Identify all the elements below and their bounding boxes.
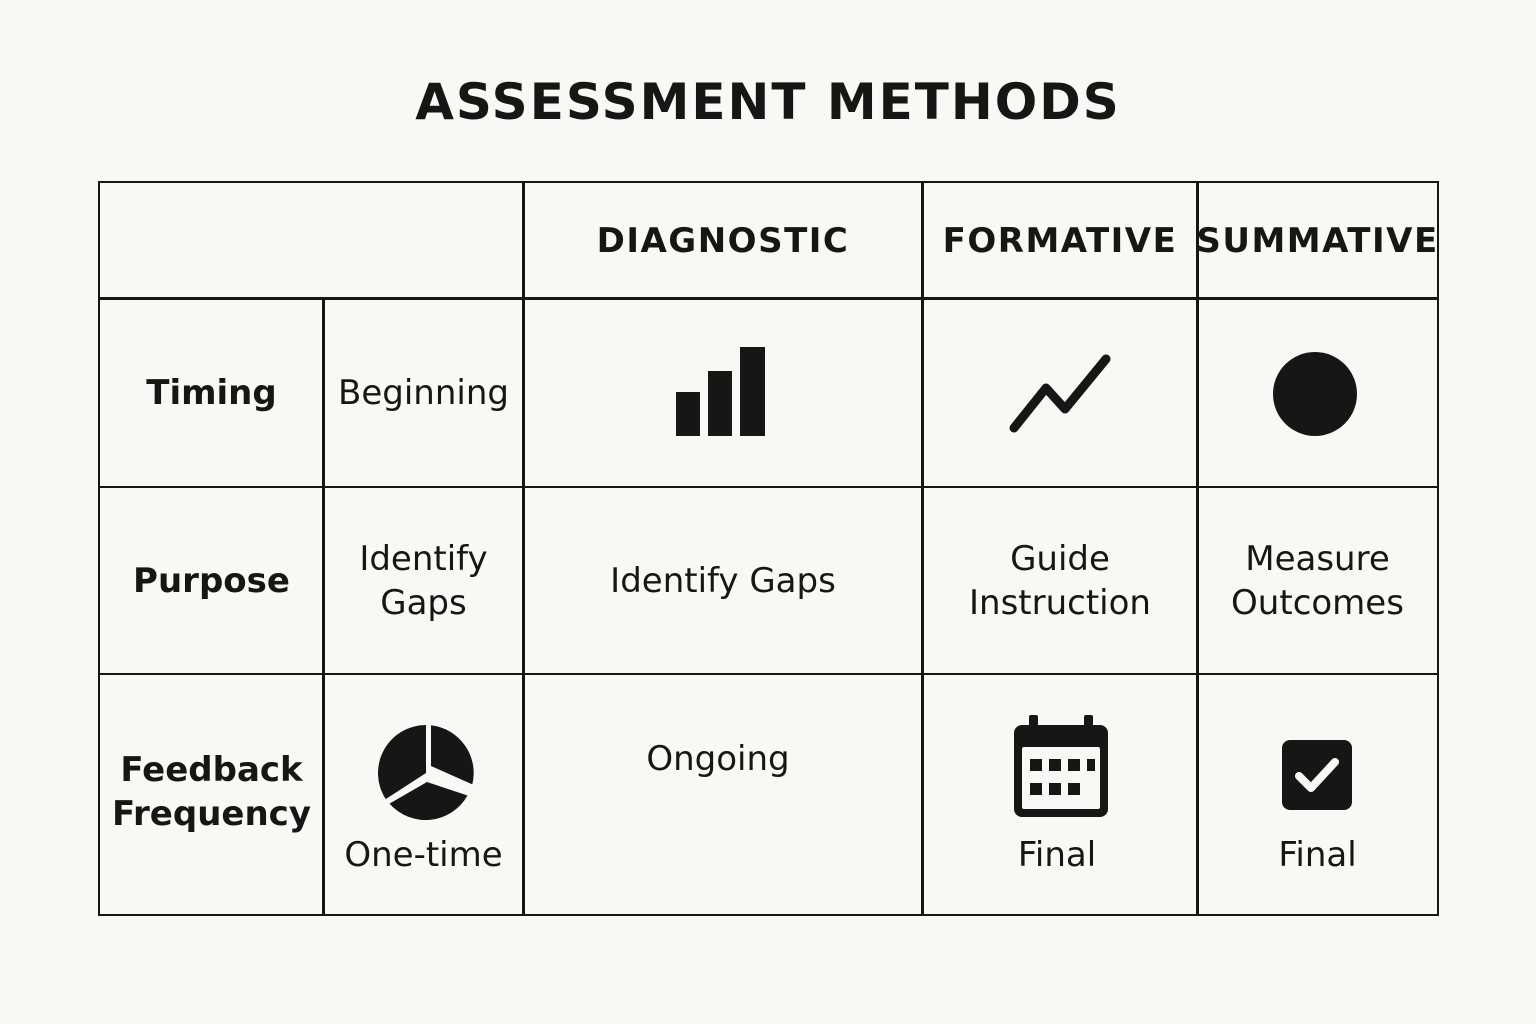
bar-chart-icon — [676, 346, 768, 440]
calendar-icon — [1012, 715, 1110, 819]
column-header-diagnostic — [522, 181, 924, 300]
row-label-timing-text: Timing — [146, 372, 277, 413]
feedback-summative-cell — [1196, 673, 1439, 916]
filled-circle-icon — [1273, 352, 1359, 438]
feedback-diagnostic-cell — [522, 673, 924, 916]
timing-detail-cell — [322, 297, 525, 488]
purpose-formative-cell — [921, 486, 1199, 675]
purpose-summative-cell — [1196, 486, 1439, 675]
header-blank-cell — [98, 181, 525, 300]
purpose-detail-cell — [322, 486, 525, 675]
feedback-detail-text: One-time — [344, 835, 503, 875]
timing-detail-text: Beginning — [338, 372, 509, 413]
feedback-detail-cell — [322, 673, 525, 916]
column-header-formative-label: FORMATIVE — [942, 220, 1178, 261]
column-header-diagnostic-label: DIAGNOSTIC — [596, 220, 850, 261]
row-label-feedback-frequency-text: Feedback Frequency — [111, 749, 311, 834]
purpose-summative-text: Measure Outcomes — [1231, 538, 1404, 623]
trend-line-icon — [1007, 353, 1113, 437]
column-header-summative-label: SUMMATIVE — [1196, 220, 1439, 261]
pie-chart-icon — [376, 723, 476, 823]
page-title: ASSESSMENT METHODS — [415, 73, 1121, 131]
feedback-formative-cell — [921, 673, 1199, 916]
checkbox-icon — [1282, 740, 1352, 810]
column-header-formative — [921, 181, 1199, 300]
purpose-diagnostic-cell — [522, 486, 924, 675]
timing-summative-cell — [1196, 297, 1439, 488]
timing-diagnostic-cell — [522, 297, 924, 488]
purpose-formative-text: Guide Instruction — [969, 538, 1151, 623]
feedback-summative-text: Final — [1278, 835, 1357, 875]
row-label-feedback-frequency — [98, 673, 325, 916]
assessment-table — [98, 181, 1439, 916]
timing-formative-cell — [921, 297, 1199, 488]
row-label-timing — [98, 297, 325, 488]
feedback-formative-text: Final — [1017, 835, 1097, 875]
feedback-diagnostic-text: Ongoing — [646, 739, 790, 779]
purpose-detail-text: Identify Gaps — [359, 538, 488, 623]
purpose-diagnostic-text: Identify Gaps — [610, 560, 836, 601]
row-label-purpose-text: Purpose — [133, 560, 290, 601]
column-header-summative — [1196, 181, 1439, 300]
row-label-purpose — [98, 486, 325, 675]
